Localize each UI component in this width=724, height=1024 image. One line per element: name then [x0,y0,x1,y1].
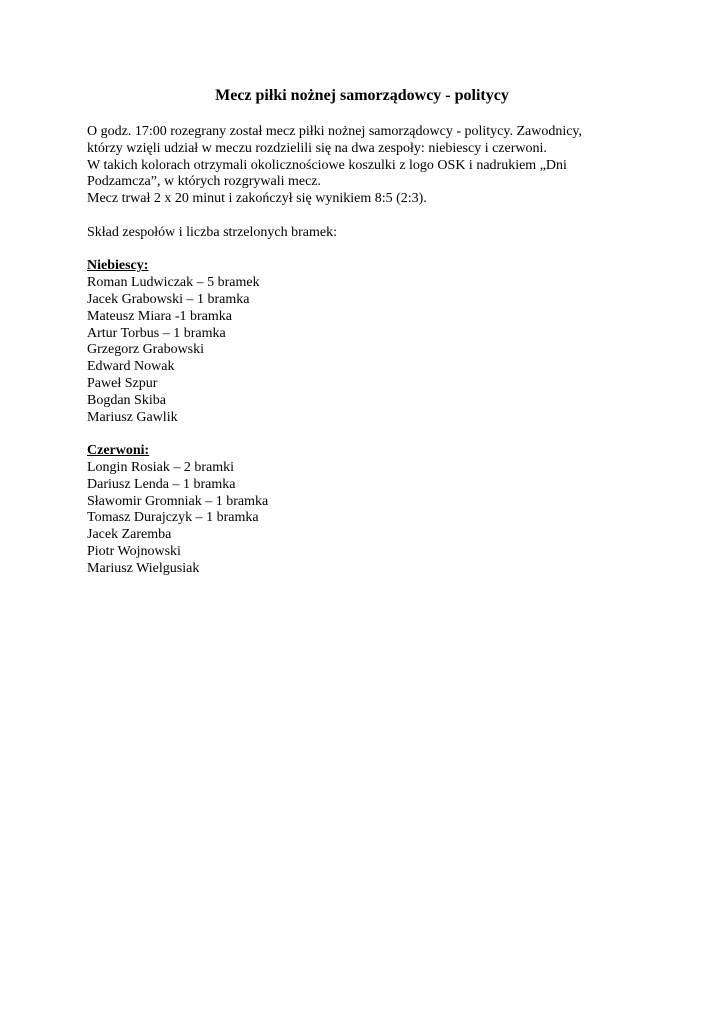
intro-line: którzy wzięli udział w meczu rozdzielili się na dwa zespoły: niebiescy i czerwoni. [87,140,547,156]
paragraph-spacer [87,208,647,225]
player-entry: Roman Ludwiczak – 5 bramek [87,275,260,291]
intro-line: Mecz trwał 2 x 20 minut i zakończył się wynikiem 8:5 (2:3). [87,191,427,207]
document-title: Mecz piłki nożnej samorządowcy - politycy [215,87,509,104]
intro-line: W takich kolorach otrzymali okolicznościowe koszulki z logo OSK i nadrukiem „Dni [87,157,567,173]
intro-line: Podzamcza”, w których rozgrywali mecz. [87,174,322,190]
player-entry: Jacek Zaremba [87,527,172,543]
player-entry: Jacek Grabowski – 1 bramka [87,291,250,307]
player-entry: Edward Nowak [87,359,175,375]
player-entry: Tomasz Durajczyk – 1 bramka [87,510,259,526]
player-entry: Mateusz Miara -1 bramka [87,308,232,324]
team-section-niebiescy [87,258,647,426]
paragraph-spacer [87,426,647,443]
document-body [87,124,647,578]
paragraph-spacer [87,242,647,259]
squads-intro: Skład zespołów i liczba strzelonych bramek: [87,224,337,240]
player-entry: Mariusz Gawlik [87,409,178,425]
team-section-czerwoni [87,443,647,577]
player-entry: Grzegorz Grabowski [87,342,205,358]
player-entry: Sławomir Gromniak – 1 bramka [87,493,269,509]
player-entry: Piotr Wojnowski [87,543,181,559]
player-entry: Artur Torbus – 1 bramka [87,325,226,341]
player-entry: Paweł Szpur [87,375,158,391]
team-heading: Czerwoni: [87,443,150,459]
team-heading: Niebiescy: [87,258,149,274]
player-entry: Dariusz Lenda – 1 bramka [87,476,236,492]
player-entry: Bogdan Skiba [87,392,166,408]
intro-paragraph [87,124,647,208]
player-entry: Longin Rosiak – 2 bramki [87,459,234,475]
player-entry: Mariusz Wielgusiak [87,560,200,576]
intro-line: O godz. 17:00 rozegrany został mecz piłki nożnej samorządowcy - politycy. Zawodnicy, [87,124,583,139]
